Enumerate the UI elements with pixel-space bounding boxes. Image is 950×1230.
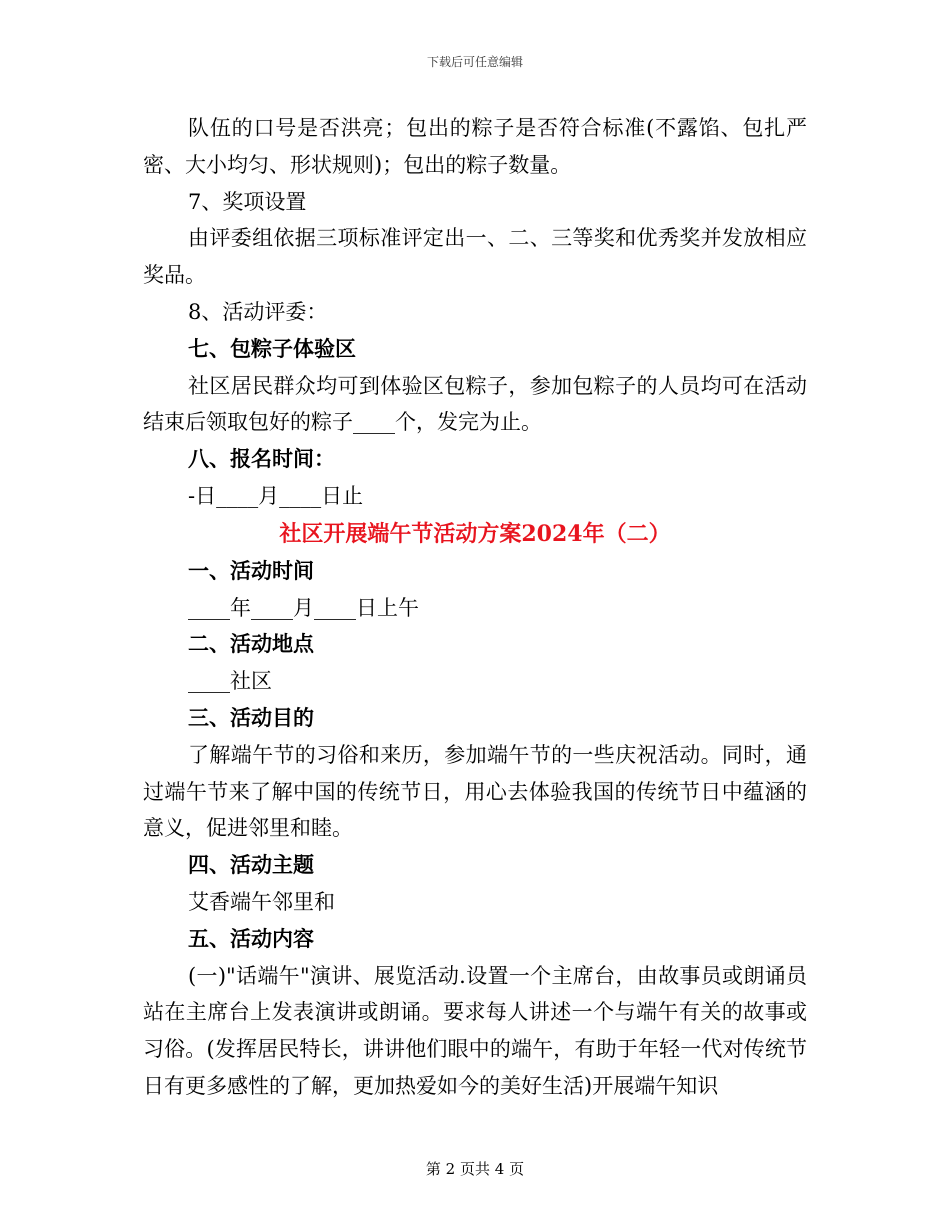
location-heading: 二、活动地点 — [188, 631, 314, 657]
content-paragraph: (一)"话端午"演讲、展览活动.设置一个主席台，由故事员或朗诵员站在主席台上发表演讲或朗诵。要求每人讲述一个与端午有关的故事或习俗。(发挥居民特长，讲讲他们眼中的端午，有助于年轻一代对传统节日有更多感性的了解，更加热爱如今的美好生活)开展端午知识 — [143, 963, 807, 1098]
content-heading: 五、活动内容 — [188, 925, 314, 951]
theme-text: 艾香端午邻里和 — [188, 889, 335, 914]
section-title: 社区开展端午节活动方案2024年（二） — [279, 520, 671, 547]
page-header: 下载后可任意编辑 — [426, 55, 523, 69]
awards-paragraph: 由评委组依据三项标准评定出一、二、三等奖和优秀奖并发放相应奖品。 — [143, 226, 807, 288]
experience-heading: 七、包粽子体验区 — [188, 335, 356, 361]
time-heading: 一、活动时间 — [188, 557, 314, 583]
experience-paragraph: 社区居民群众均可到体验区包粽子，参加包粽子的人员均可在活动结束后领取包好的粽子____个，发完为止。 — [143, 373, 807, 435]
purpose-paragraph: 了解端午节的习俗和来历，参加端午节的一些庆祝活动。同时，通过端午节来了解中国的传统节日，用心去体验我国的传统节日中蕴涵的意义，促进邻里和睦。 — [143, 742, 807, 841]
judges-heading: 8、活动评委： — [188, 299, 328, 324]
criteria-paragraph: 队伍的口号是否洪亮；包出的粽子是否符合标准(不露馅、包扎严密、大小均匀、形状规则)；包出的粽子数量。 — [143, 116, 807, 177]
time-text: ____年____月____日上午 — [188, 595, 419, 620]
purpose-heading: 三、活动目的 — [188, 704, 314, 730]
page-footer: 第 2 页共 4 页 — [425, 1160, 525, 1178]
theme-heading: 四、活动主题 — [188, 852, 314, 878]
document-body — [143, 110, 807, 1105]
signup-heading: 八、报名时间： — [188, 446, 335, 472]
signup-text: -日____月____日止 — [188, 483, 364, 508]
location-text: ____社区 — [188, 669, 272, 694]
awards-heading: 7、奖项设置 — [188, 189, 307, 214]
